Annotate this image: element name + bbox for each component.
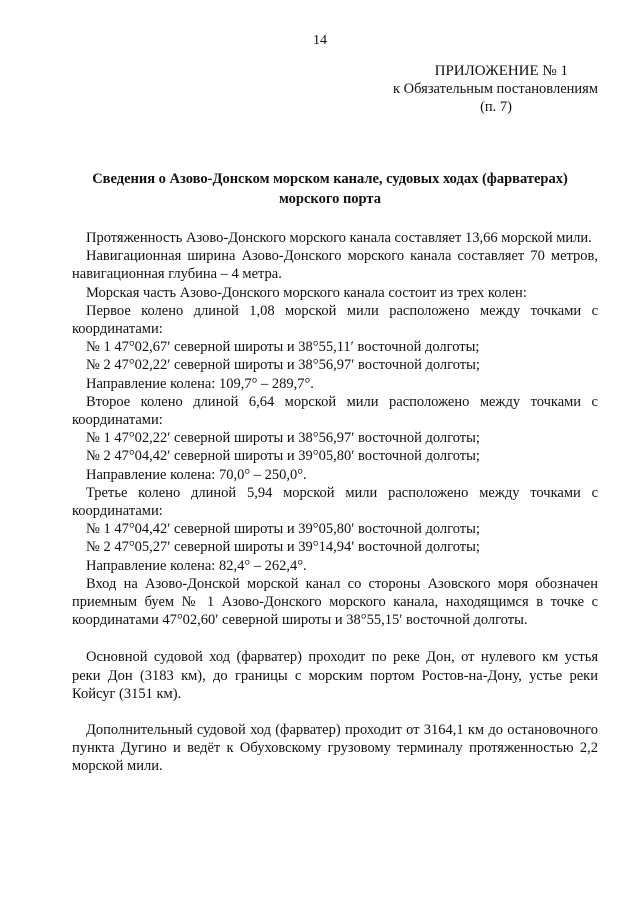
direction-line: Направление колена: 70,0° – 250,0°.: [86, 466, 307, 483]
paragraph-canal-length: Протяженность Азово-Донского морского канала составляет 13,66 морской мили.: [86, 230, 592, 246]
coordinate-line: № 2 47°05,27′ северной широты и 39°14,94′ восточной долготы;: [86, 539, 480, 556]
direction-line: Направление колена: 82,4° – 262,4°.: [86, 557, 307, 574]
coordinate-line: № 2 47°02,22′ северной широты и 38°56,97′ восточной долготы;: [86, 357, 480, 374]
paragraph-first-bend: Первое колено длиной 1,08 морской мили расположено между точками с координатами:: [72, 302, 598, 338]
paragraph-second-bend: Второе колено длиной 6,64 морской мили расположено между точками с координатами:: [72, 393, 598, 429]
paragraph-canal-bends: Морская часть Азово-Донского морского канала состоит из трех колен:: [86, 284, 527, 301]
paragraph-canal-width: Навигационная ширина Азово-Донского морского канала составляет 70 метров, навигационная глубина – 4 метра.: [72, 248, 598, 283]
paragraph-third-bend: Третье колено длиной 5,94 морской мили расположено между точками с координатами:: [72, 484, 598, 520]
document-heading: [60, 169, 600, 209]
page-number: 14: [313, 33, 327, 48]
coordinate-line: № 1 47°02,67′ северной широты и 38°55,11′ восточной долготы;: [86, 339, 480, 356]
paragraph-main-fairway: Основной судовой ход (фарватер) проходит по реке Дон, от нулевого км устья реки Дон (3183 км), до границы с морским портом Ростов-на-Дону, устье реки Койсуг (3151 км).: [72, 649, 598, 702]
direction-line: Направление колена: 109,7° – 289,7°.: [86, 375, 314, 392]
heading-line-2: морского порта: [279, 191, 381, 207]
appendix-header: [298, 62, 598, 116]
appendix-title: ПРИЛОЖЕНИЕ № 1: [434, 63, 568, 79]
appendix-subtitle: к Обязательным постановлениям: [393, 81, 598, 97]
paragraph-additional-fairway: Дополнительный судовой ход (фарватер) проходит от 3164,1 км до остановочного пункта Дугино и ведёт к Обуховскому грузовому терминалу протяженностью 2,2 морской мили.: [72, 722, 598, 775]
coordinate-line: № 1 47°02,22′ северной широты и 38°56,97′ восточной долготы;: [86, 430, 480, 447]
appendix-clause: (п. 7): [480, 99, 512, 115]
heading-line-1: Сведения о Азово-Донском морском канале, судовых ходах (фарватерах): [92, 171, 568, 187]
coordinate-line: № 1 47°04,42′ северной широты и 39°05,80′ восточной долготы;: [86, 521, 480, 538]
paragraph-canal-entrance: Вход на Азово-Донской морской канал со стороны Азовского моря обозначен приемным буем № 1 Азово-Донского морского канала, находящимся в точке с координатами 47°02,60′ северной широты и 38°55,15′ восточной долготы.: [72, 575, 598, 629]
coordinate-line: № 2 47°04,42′ северной широты и 39°05,80′ восточной долготы;: [86, 448, 480, 465]
document-body: [72, 229, 598, 776]
